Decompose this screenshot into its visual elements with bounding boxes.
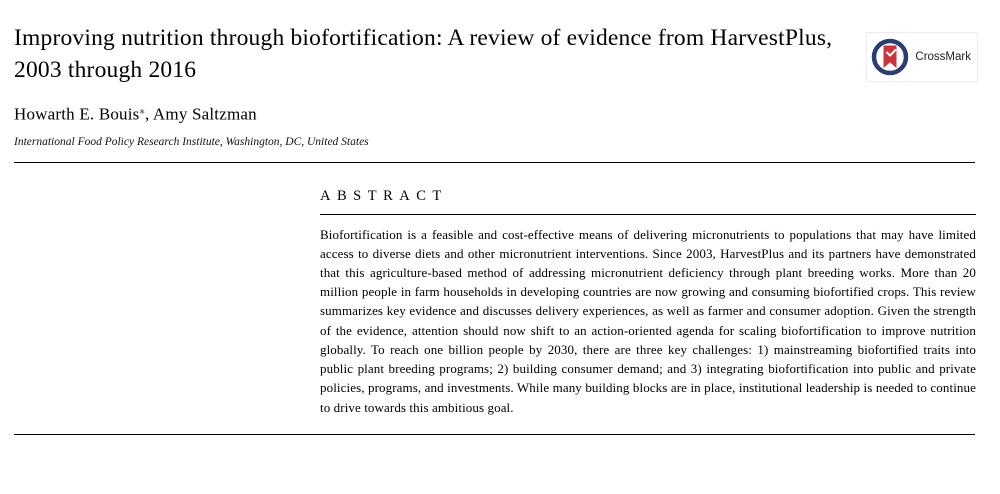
author-line [14, 104, 975, 125]
abstract-body-text: Biofortification is a feasible and cost-effective means of delivering micronutrients to populations that may have limited access to diverse diets and other micronutrient interventions. Since 2003, HarvestPlus and its partners have demonstrated that this agriculture-based method of addressing micronutrient deficiency through plant breeding works. More than 20 million people in farm households in developing countries are now growing and consuming biofortified crops. This review summarizes key evidence and discusses delivery experiences, as well as farmer and consumer adoption. Given the strength of the evidence, attention should now shift to an action-oriented agenda for scaling biofortification to improve nutrition globally. To reach one billion people by 2030, there are three key challenges: 1) mainstreaming biofortified traits into public plant breeding programs; 2) building consumer demand; and 3) integrating biofortification into public and private policies, programs, and investments. While many building blocks are in place, institutional leadership is needed to continue to drive towards this ambitious goal. [320, 214, 976, 417]
paper-title: Improving nutrition through biofortification: A review of evidence from HarvestPlus, 2003 through 2016 [14, 25, 833, 84]
crossmark-label: CrossMark [915, 51, 971, 63]
abstract-heading: ABSTRACT [320, 187, 448, 204]
author-footnote-marker[interactable]: ⁎ [139, 104, 145, 116]
crossmark-icon [870, 36, 910, 78]
crossmark-badge[interactable] [866, 32, 978, 82]
divider-top [14, 162, 975, 163]
divider-bottom [14, 434, 975, 435]
affiliation-line: International Food Policy Research Institute, Washington, DC, United States [14, 135, 369, 148]
author-name-2: , Amy Saltzman [144, 104, 257, 124]
author-name-1: Howarth E. Bouis [14, 104, 140, 124]
abstract-section [320, 188, 976, 417]
